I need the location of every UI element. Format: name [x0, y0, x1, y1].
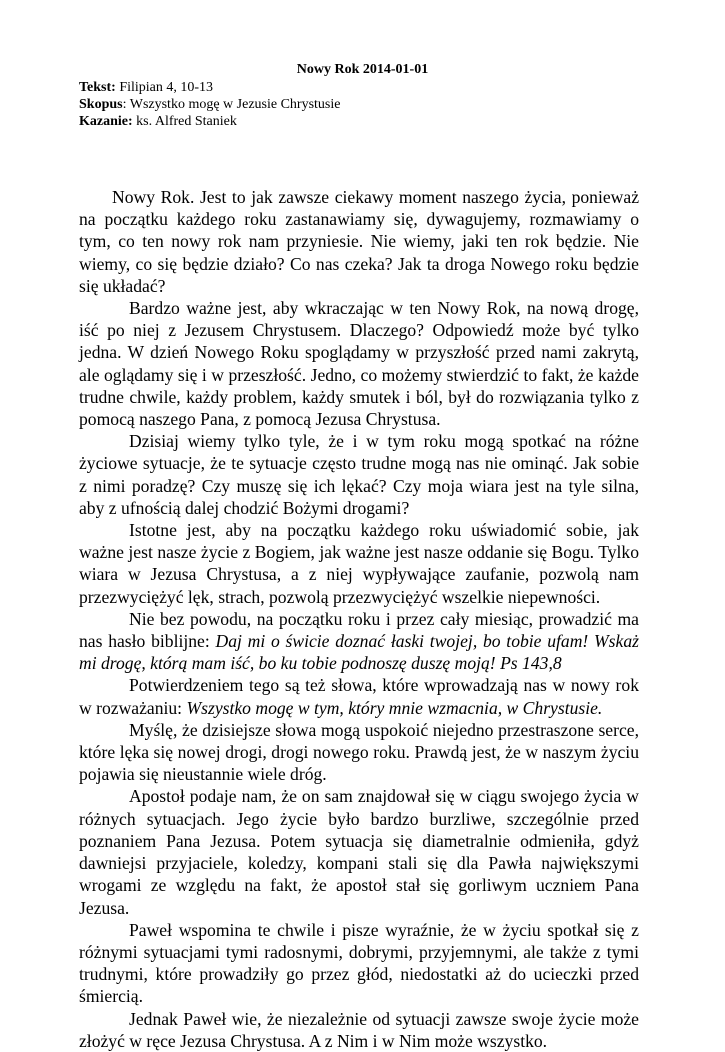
meta-text-label: Tekst: — [79, 80, 116, 95]
sermon-metadata — [79, 79, 340, 130]
meta-sermon-value: ks. Alfred Staniek — [132, 114, 237, 129]
meta-text-row — [79, 79, 340, 96]
paragraph-6-intro: Potwierdzeniem tego są też słowa, które wprowadzają nas w nowy rok w rozważaniu: — [79, 675, 639, 718]
paragraph-4: Istotne jest, aby na początku każdego roku uświadomić sobie, jak ważne jest nasze życie z Bogiem, jak ważne jest nasze oddanie się Bogu. Tylko wiara w Jezusa Chrystusa, a z niej wypływające zaufanie, pozwolą nam przezwyciężyć lęk, strach, pozwolą przezwyciężyć wszelkie niepewności. — [79, 520, 639, 607]
paragraph-2: Bardzo ważne jest, aby wkraczając w ten Nowy Rok, na nową drogę, iść po niej z Jezusem Chrystusem. Dlaczego? Odpowiedź może być tylko jedna. W dzień Nowego Roku spoglądamy w przyszłość przed nami zakrytą, ale oglądamy się i w przeszłość. Jedno, co możemy stwierdzić to fakt, że każde trudne chwile, każdy problem, każdy smutek i ból, był do rozwiązania tylko z pomocą naszego Pana, z pomocą Jezusa Chrystusa. — [79, 298, 639, 430]
meditation-quote: Wszystko mogę w tym, który mnie wzmacnia, w Chrystusie. — [186, 697, 603, 718]
meta-scope-value: : Wszystko mogę w Jezusie Chrystusie — [122, 97, 341, 112]
bible-verse-quote: Daj mi o świcie doznać łaski twojej, bo tobie ufam! Wskaż mi drogę, którą mam iść, bo ku tobie podnoszę duszę moją! Ps 143,8 — [79, 631, 639, 674]
meta-scope-row — [79, 96, 340, 113]
paragraph-3: Dzisiaj wiemy tylko tyle, że i w tym roku mogą spotkać na różne życiowe sytuacje, że te sytuacje często trudne mogą nas nie ominąć. Jak sobie z nimi poradzę? Czy muszę się ich lękać? Czy moja wiara jest na tyle silna, aby z ufnością dalej chodzić Bożymi drogami? — [79, 431, 639, 518]
paragraph-5 — [79, 608, 639, 675]
meta-sermon-label: Kazanie: — [79, 114, 133, 129]
meta-text-value: Filipian 4, 10-13 — [115, 80, 214, 95]
sermon-body — [79, 186, 639, 1052]
paragraph-10: Jednak Paweł wie, że niezależnie od sytuacji zawsze swoje życie może złożyć w ręce Jezusa Chrystusa. A z Nim i w Nim może wszystko. — [79, 1008, 639, 1051]
paragraph-1: Nowy Rok. Jest to jak zawsze ciekawy moment naszego życia, ponieważ na początku każdego roku zastanawiamy się, dywagujemy, rozmawiamy o tym, co ten nowy rok nam przyniesie. Nie wiemy, jaki ten rok będzie. Nie wiemy, co się będzie działo? Co nas czeka? Jak ta droga Nowego roku będzie się układać? — [79, 187, 639, 296]
paragraph-9: Paweł wspomina te chwile i pisze wyraźnie, że w życiu spotkał się z różnymi sytuacjami tymi radosnymi, dobrymi, przyjemnymi, ale także z tymi trudnymi, które prowadziły go przez głód, niedostatki aż do ucieczki przed śmiercią. — [79, 919, 639, 1007]
paragraph-8: Apostoł podaje nam, że on sam znajdował się w ciągu swojego życia w różnych sytuacjach. Jego życie było bardzo burzliwe, szczególnie przed poznaniem Pana Jezusa. Potem sytuacja się diametralnie odmieniła, gdyż dawniejsi przyjaciele, koledzy, kompani stali się dla Pawła największymi wrogami ze względu na fakt, że apostoł stał się gorliwym uczniem Pana Jezusa. — [79, 786, 639, 918]
paragraph-5-intro: Nie bez powodu, na początku roku i przez cały miesiąc, prowadzić ma nas hasło biblijne: — [79, 608, 639, 652]
meta-sermon-row — [79, 113, 340, 130]
paragraph-7: Myślę, że dzisiejsze słowa mogą uspokoić niejedno przestraszone serce, które lęka się nowej drogi, drogi nowego roku. Prawdą jest, że w naszym życiu pojawia się nieustannie wiele dróg. — [79, 719, 639, 785]
document-title: Nowy Rok 2014-01-01 — [296, 62, 429, 77]
paragraph-6 — [79, 674, 639, 718]
meta-scope-label: Skopus — [79, 97, 123, 112]
